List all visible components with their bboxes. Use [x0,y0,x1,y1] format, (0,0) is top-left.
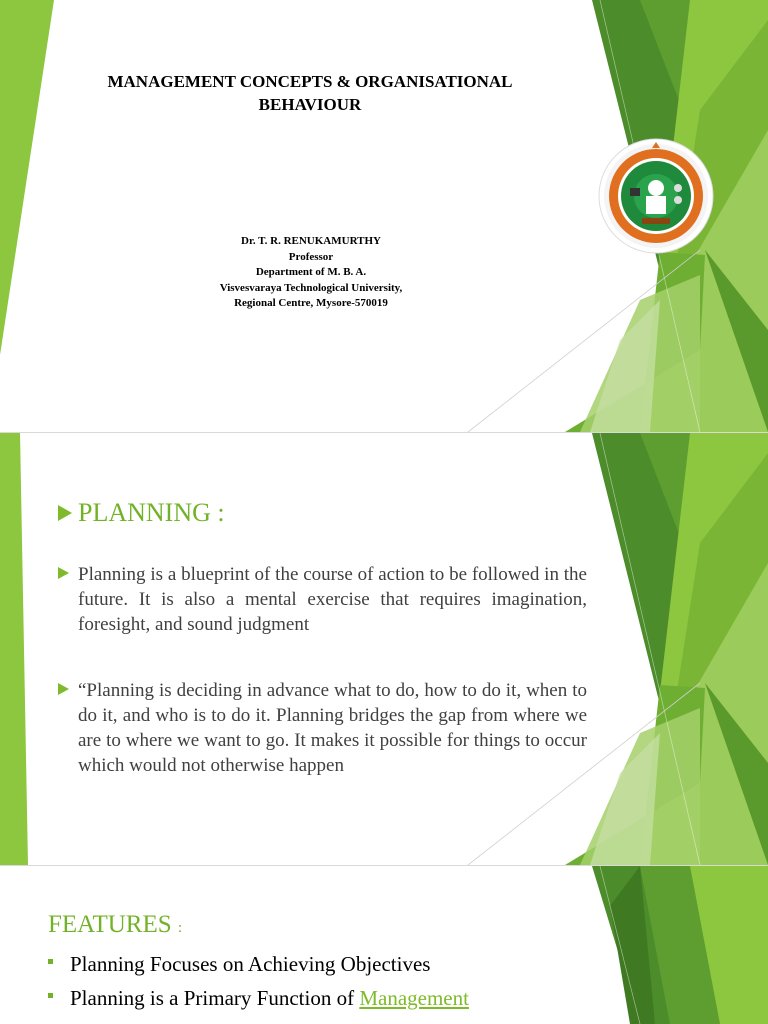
bullet-square-icon [48,993,53,998]
slide-title: MANAGEMENT CONCEPTS & ORGANISATIONAL BEHAVIOUR [107,72,513,114]
author-designation: Professor [288,250,334,263]
features-heading [48,910,182,943]
university-seal-icon [598,138,714,254]
author-department: Department of M. B. A. [255,266,367,278]
author-centre: Regional Centre, Mysore-570019 [234,297,388,309]
author-university: Visvesvaraya Technological University, [219,281,403,294]
author-block [180,234,442,312]
feature-text: Planning is a Primary Function of [70,986,360,1010]
planning-point [58,678,587,778]
title-slide [0,0,768,432]
feature-item [48,985,469,1011]
features-heading-colon: : [177,920,183,936]
management-link[interactable]: Management [359,986,469,1010]
bullet-arrow-icon [58,683,69,695]
planning-slide [0,433,768,865]
feature-text: Planning Focuses on Achieving Objectives [70,952,431,976]
feature-item [48,951,430,977]
bullet-arrow-icon [58,505,72,521]
planning-quote: “Planning is deciding in advance what to do, how to do it, when to do it, and who is to do it. Planning bridges the gap from where we are to where we want to go. It makes it possible for things to occur which would not otherwise happen [78,680,587,776]
bullet-arrow-icon [58,567,69,579]
features-slide [0,866,768,1024]
planning-heading-row [58,498,225,528]
planning-definition: Planning is a blueprint of the course of action to be followed in the future. It is also a mental exercise that requires imagination, foresight, and sound judgment [78,564,587,635]
author-name: Dr. T. R. RENUKAMURTHY [241,235,381,247]
planning-heading: PLANNING : [78,498,225,527]
bullet-square-icon [48,959,53,964]
features-heading-text: FEATURES [48,911,172,938]
planning-point [58,562,587,637]
